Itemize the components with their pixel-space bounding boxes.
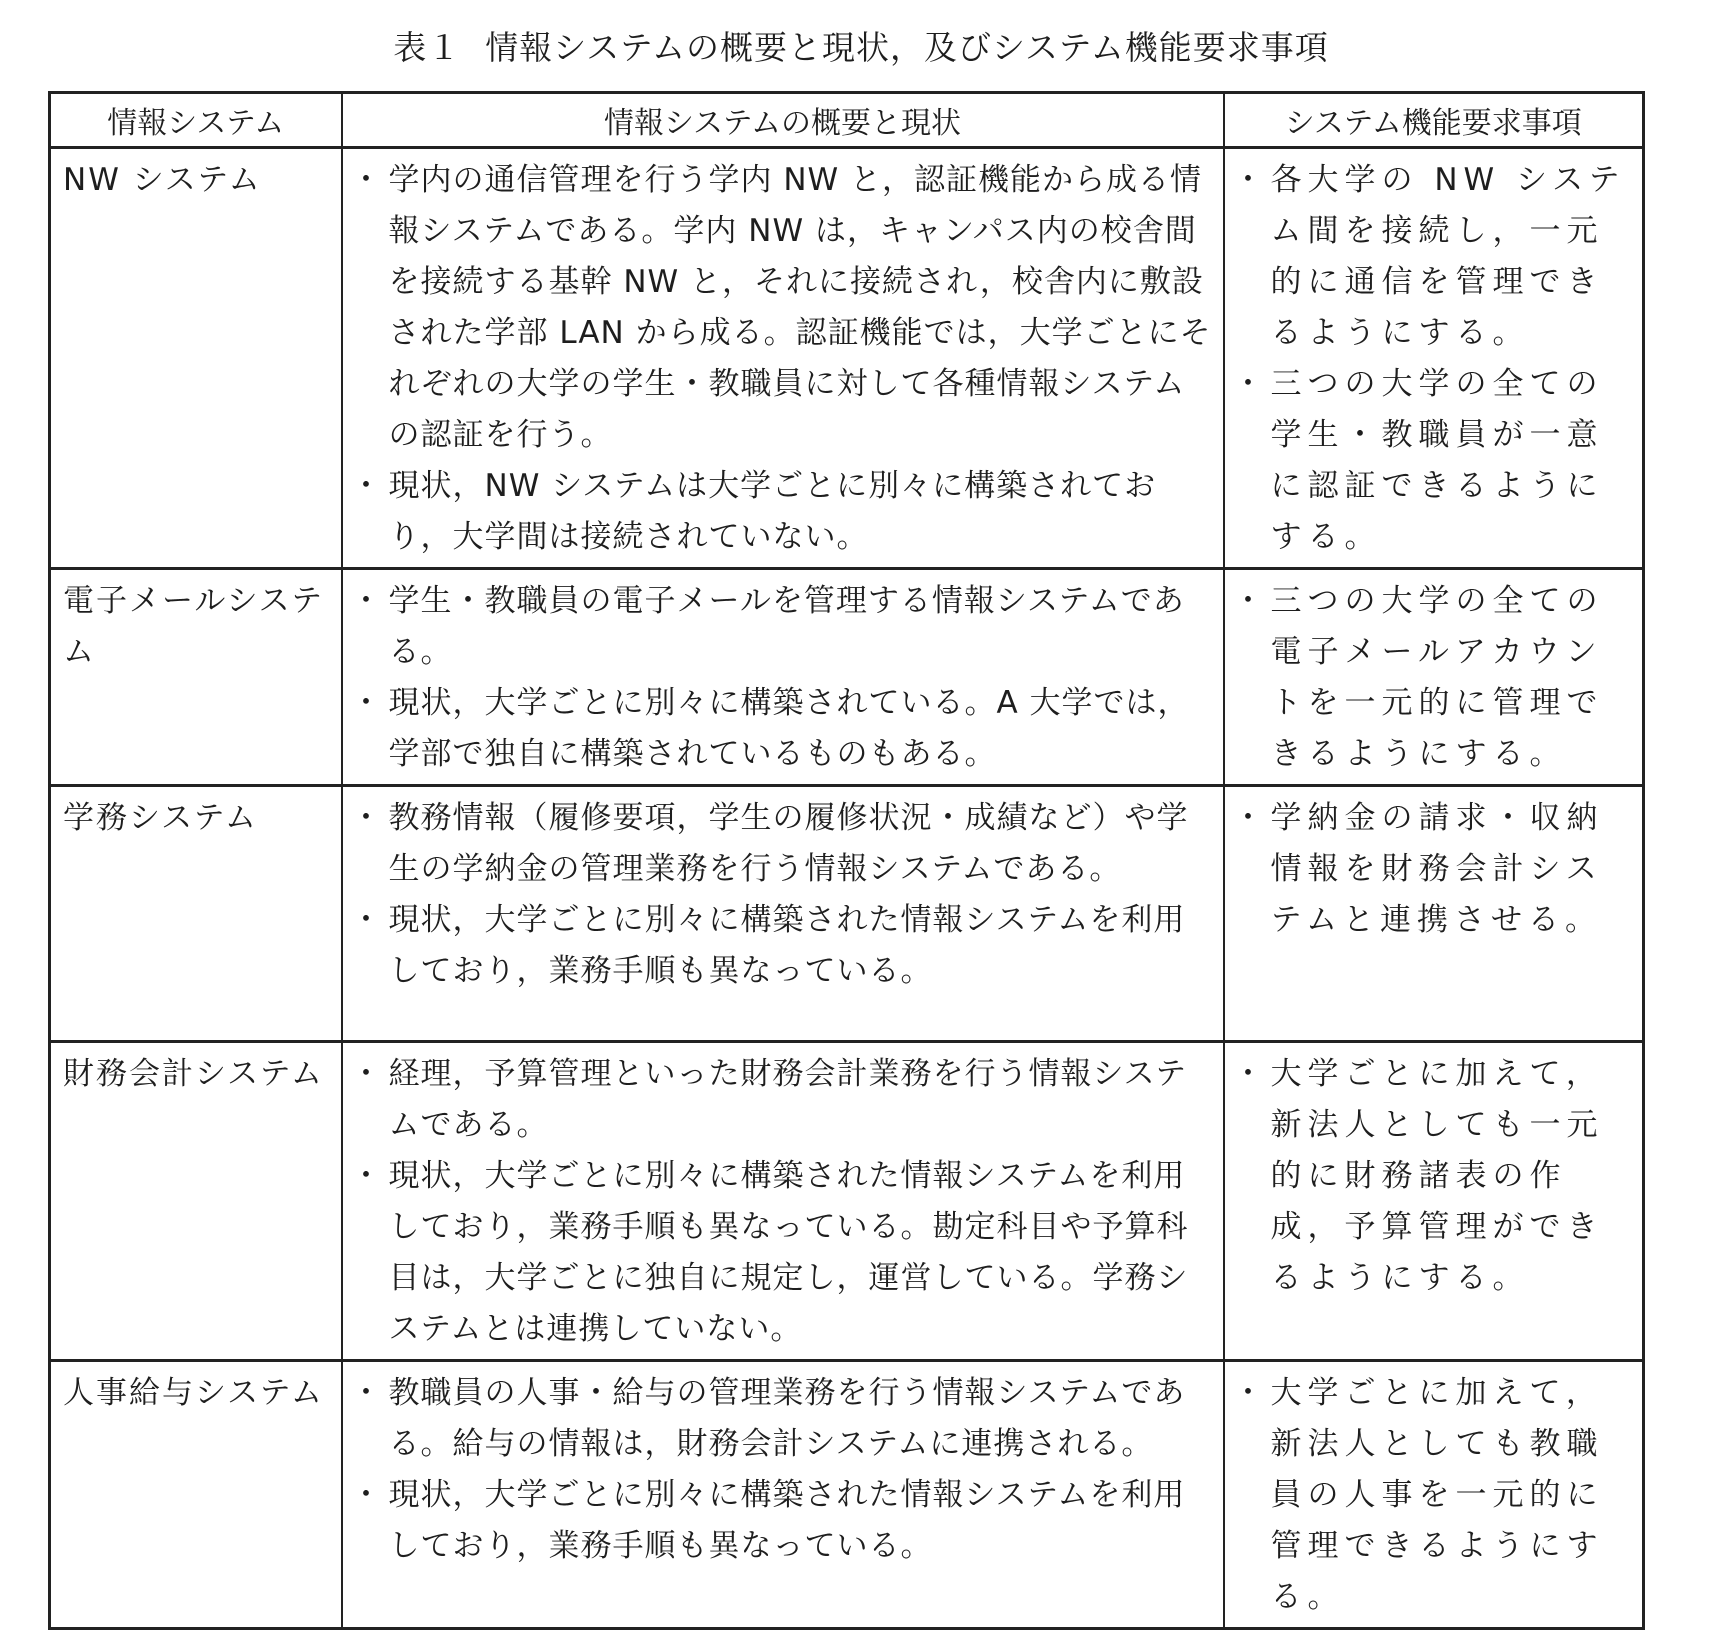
requirement-item: ・ 大学ごとに加えて，新法人としても一元的に財務諸表の作成，予算管理ができるようにする。 [1237, 1049, 1633, 1304]
system-requirements [1224, 1361, 1644, 1629]
system-overview [342, 786, 1224, 1042]
table-row [50, 786, 1644, 1042]
header-system: 情報システム [50, 93, 342, 148]
system-requirements [1224, 569, 1644, 786]
overview-item: ・ 現状，NW システムは大学ごとに別々に構築されており，大学間は接続されていない。 [355, 461, 1213, 563]
system-name: 人事給与システム [50, 1361, 342, 1629]
header-row [50, 93, 1644, 148]
overview-item: ・ 学内の通信管理を行う学内 NW と，認証機能から成る情報システムである。学内 NW は，キャンパス内の校舎間を接続する基幹 NW と，それに接続され，校舎内に敷設された学部 LAN から成る。認証機能では，大学ごとにそれぞれの大学の学生・教職員に対して各種情報システムの認証を行う。 [355, 155, 1213, 461]
overview-item: ・ 現状，大学ごとに別々に構築されている。A 大学では，学部で独自に構築されているものもある。 [355, 678, 1213, 780]
requirement-item: ・ 大学ごとに加えて，新法人としても教職員の人事を一元的に管理できるようにする。 [1237, 1368, 1633, 1623]
table-row [50, 1361, 1644, 1629]
system-requirements [1224, 148, 1644, 569]
table-title: 情報システムの概要と現状，及びシステム機能要求事項 [485, 28, 1329, 67]
system-name: NW システム [50, 148, 342, 569]
systems-table [48, 91, 1645, 1630]
system-overview [342, 1042, 1224, 1361]
requirement-item: ・ 学納金の請求・収納情報を財務会計システムと連携させる。 [1237, 793, 1633, 946]
system-overview [342, 569, 1224, 786]
table-row [50, 148, 1644, 569]
table-row [50, 1042, 1644, 1361]
header-overview: 情報システムの概要と現状 [342, 93, 1224, 148]
header-requirements: システム機能要求事項 [1224, 93, 1644, 148]
system-name: 電子メールシステム [50, 569, 342, 786]
overview-item: ・ 教職員の人事・給与の管理業務を行う情報システムである。給与の情報は，財務会計システムに連携される。 [355, 1368, 1213, 1470]
overview-item: ・ 教務情報（履修要項，学生の履修状況・成績など）や学生の学納金の管理業務を行う情報システムである。 [355, 793, 1213, 895]
system-overview [342, 148, 1224, 569]
overview-item: ・ 経理，予算管理といった財務会計業務を行う情報システムである。 [355, 1049, 1213, 1151]
overview-item: ・ 現状，大学ごとに別々に構築された情報システムを利用しており，業務手順も異なっている。 [355, 895, 1213, 997]
system-name: 学務システム [50, 786, 342, 1042]
system-overview [342, 1361, 1224, 1629]
requirement-item: ・ 三つの大学の全ての電子メールアカウントを一元的に管理できるようにする。 [1237, 576, 1633, 780]
table-caption [0, 22, 1722, 69]
overview-item: ・ 現状，大学ごとに別々に構築された情報システムを利用しており，業務手順も異なっている。 [355, 1470, 1213, 1572]
system-requirements [1224, 786, 1644, 1042]
overview-item: ・ 現状，大学ごとに別々に構築された情報システムを利用しており，業務手順も異なっている。勘定科目や予算科目は，大学ごとに独自に規定し，運営している。学務システムとは連携していない。 [355, 1151, 1213, 1355]
requirement-item: ・ 各大学の NW システム間を接続し，一元的に通信を管理できるようにする。 [1237, 155, 1633, 359]
table-row [50, 569, 1644, 786]
overview-item: ・ 学生・教職員の電子メールを管理する情報システムである。 [355, 576, 1213, 678]
table-number: 表１ [393, 28, 462, 67]
system-name: 財務会計システム [50, 1042, 342, 1361]
system-requirements [1224, 1042, 1644, 1361]
requirement-item: ・ 三つの大学の全ての学生・教職員が一意に認証できるようにする。 [1237, 359, 1633, 563]
